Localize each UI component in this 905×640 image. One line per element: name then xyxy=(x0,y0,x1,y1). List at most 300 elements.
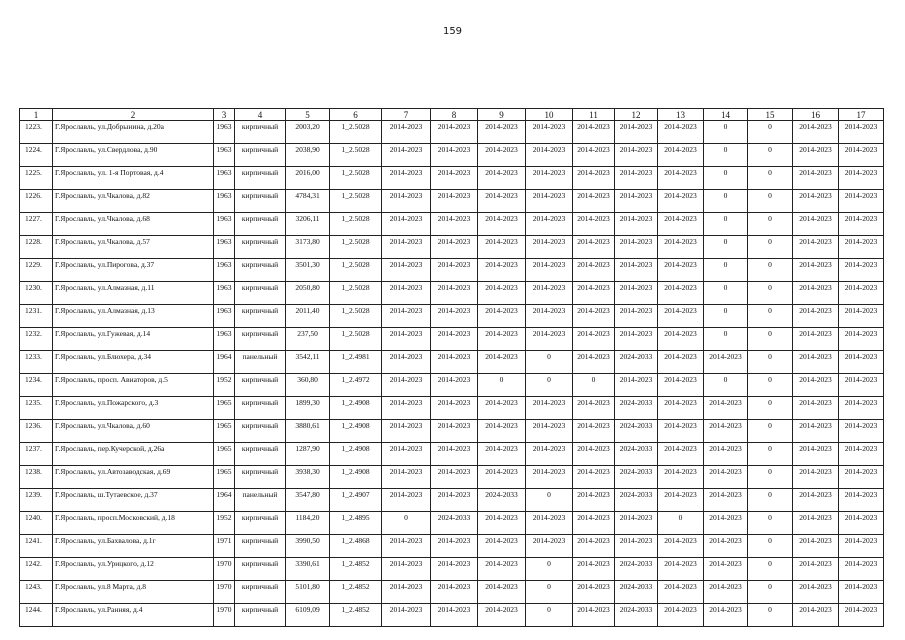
cell-wall-material: кирпичный xyxy=(235,144,286,167)
cell-term-14: 0 xyxy=(704,121,748,144)
column-number-9: 9 xyxy=(478,109,526,121)
cell-term-14: 2014-2023 xyxy=(704,558,748,581)
cell-term-12: 2014-2023 xyxy=(615,213,658,236)
cell-area: 1287,90 xyxy=(286,443,330,466)
cell-term-9: 2014-2023 xyxy=(478,236,526,259)
cell-term-17: 2014-2023 xyxy=(839,374,884,397)
cell-term-8: 2014-2023 xyxy=(431,328,478,351)
cell-term-16: 2014-2023 xyxy=(793,167,839,190)
cell-wall-material: кирпичный xyxy=(235,305,286,328)
cell-term-7: 2014-2023 xyxy=(382,144,431,167)
cell-term-12: 2024-2033 xyxy=(615,489,658,512)
cell-term-9: 2014-2023 xyxy=(478,259,526,282)
cell-build-year: 1963 xyxy=(214,305,235,328)
cell-wall-material: кирпичный xyxy=(235,535,286,558)
cell-address: Г.Ярославль, ш.Тутаевское, д.37 xyxy=(53,489,214,512)
cell-area: 3990,50 xyxy=(286,535,330,558)
cell-wall-material: кирпичный xyxy=(235,259,286,282)
cell-term-8: 2014-2023 xyxy=(431,282,478,305)
cell-term-16: 2014-2023 xyxy=(793,305,839,328)
table-row xyxy=(20,144,884,167)
cell-term-7: 2014-2023 xyxy=(382,466,431,489)
cell-wall-material: кирпичный xyxy=(235,420,286,443)
cell-term-12: 2014-2023 xyxy=(615,305,658,328)
cell-term-10: 2014-2023 xyxy=(526,282,573,305)
cell-term-13: 2014-2023 xyxy=(658,259,704,282)
cell-wall-material: панельный xyxy=(235,489,286,512)
cell-address: Г.Ярославль, ул.Чкалова, д.57 xyxy=(53,236,214,259)
cell-term-14: 2014-2023 xyxy=(704,581,748,604)
cell-term-11: 2014-2023 xyxy=(573,558,615,581)
cell-address: Г.Ярославль, просп. Авиаторов, д.5 xyxy=(53,374,214,397)
cell-term-12: 2014-2023 xyxy=(615,167,658,190)
cell-wall-material: кирпичный xyxy=(235,443,286,466)
cell-build-year: 1963 xyxy=(214,190,235,213)
cell-term-13: 0 xyxy=(658,512,704,535)
cell-term-9: 2014-2023 xyxy=(478,167,526,190)
cell-term-12: 2024-2033 xyxy=(615,581,658,604)
cell-term-15: 0 xyxy=(748,121,793,144)
cell-area: 2050,80 xyxy=(286,282,330,305)
cell-address: Г.Ярославль, ул.Чкалова, д.82 xyxy=(53,190,214,213)
cell-term-14: 0 xyxy=(704,236,748,259)
cell-wall-material: кирпичный xyxy=(235,236,286,259)
cell-build-year: 1963 xyxy=(214,121,235,144)
cell-term-8: 2014-2023 xyxy=(431,397,478,420)
cell-term-11: 2014-2023 xyxy=(573,144,615,167)
column-number-3: 3 xyxy=(214,109,235,121)
cell-term-8: 2014-2023 xyxy=(431,121,478,144)
cell-code: 1_2.5028 xyxy=(330,259,382,282)
cell-term-9: 2014-2023 xyxy=(478,121,526,144)
cell-term-7: 2014-2023 xyxy=(382,535,431,558)
cell-row-number: 1242. xyxy=(20,558,53,581)
cell-code: 1_2.5028 xyxy=(330,213,382,236)
cell-term-7: 2014-2023 xyxy=(382,236,431,259)
cell-term-9: 2014-2023 xyxy=(478,144,526,167)
cell-wall-material: кирпичный xyxy=(235,282,286,305)
cell-term-7: 2014-2023 xyxy=(382,259,431,282)
cell-term-14: 2014-2023 xyxy=(704,604,748,627)
cell-term-16: 2014-2023 xyxy=(793,489,839,512)
cell-wall-material: кирпичный xyxy=(235,512,286,535)
cell-term-13: 2014-2023 xyxy=(658,351,704,374)
cell-build-year: 1964 xyxy=(214,489,235,512)
cell-term-14: 0 xyxy=(704,259,748,282)
cell-term-8: 2014-2023 xyxy=(431,259,478,282)
cell-wall-material: кирпичный xyxy=(235,581,286,604)
cell-term-17: 2014-2023 xyxy=(839,236,884,259)
cell-term-9: 2014-2023 xyxy=(478,190,526,213)
cell-area: 2003,20 xyxy=(286,121,330,144)
cell-term-13: 2014-2023 xyxy=(658,236,704,259)
cell-term-16: 2014-2023 xyxy=(793,121,839,144)
cell-address: Г.Ярославль, ул.Свердлова, д.90 xyxy=(53,144,214,167)
cell-term-15: 0 xyxy=(748,466,793,489)
cell-term-9: 2014-2023 xyxy=(478,305,526,328)
cell-term-13: 2014-2023 xyxy=(658,213,704,236)
cell-term-14: 2014-2023 xyxy=(704,512,748,535)
cell-term-14: 0 xyxy=(704,144,748,167)
cell-term-11: 2014-2023 xyxy=(573,420,615,443)
cell-term-15: 0 xyxy=(748,558,793,581)
cell-term-8: 2014-2023 xyxy=(431,420,478,443)
column-number-14: 14 xyxy=(704,109,748,121)
cell-row-number: 1236. xyxy=(20,420,53,443)
cell-wall-material: кирпичный xyxy=(235,213,286,236)
cell-address: Г.Ярославль, ул.Урицкого, д.12 xyxy=(53,558,214,581)
cell-term-7: 2014-2023 xyxy=(382,604,431,627)
cell-term-17: 2014-2023 xyxy=(839,167,884,190)
cell-code: 1_2.4868 xyxy=(330,535,382,558)
table-row xyxy=(20,420,884,443)
cell-build-year: 1963 xyxy=(214,328,235,351)
cell-term-7: 2014-2023 xyxy=(382,581,431,604)
table-row xyxy=(20,282,884,305)
cell-term-16: 2014-2023 xyxy=(793,443,839,466)
cell-term-8: 2014-2023 xyxy=(431,535,478,558)
cell-row-number: 1241. xyxy=(20,535,53,558)
cell-term-16: 2014-2023 xyxy=(793,581,839,604)
cell-term-8: 2014-2023 xyxy=(431,443,478,466)
cell-address: Г.Ярославль, ул.Гужевая, д.14 xyxy=(53,328,214,351)
cell-row-number: 1235. xyxy=(20,397,53,420)
cell-term-17: 2014-2023 xyxy=(839,489,884,512)
cell-term-13: 2014-2023 xyxy=(658,328,704,351)
cell-term-17: 2014-2023 xyxy=(839,259,884,282)
cell-term-17: 2014-2023 xyxy=(839,282,884,305)
cell-term-12: 2014-2023 xyxy=(615,121,658,144)
cell-term-11: 2014-2023 xyxy=(573,466,615,489)
cell-code: 1_2.4895 xyxy=(330,512,382,535)
cell-term-8: 2014-2023 xyxy=(431,305,478,328)
cell-address: Г.Ярославль, ул.Бахвалова, д.1г xyxy=(53,535,214,558)
column-number-header-row xyxy=(20,109,884,121)
cell-term-14: 0 xyxy=(704,328,748,351)
cell-term-13: 2014-2023 xyxy=(658,397,704,420)
cell-row-number: 1234. xyxy=(20,374,53,397)
cell-wall-material: кирпичный xyxy=(235,167,286,190)
cell-term-16: 2014-2023 xyxy=(793,420,839,443)
cell-build-year: 1970 xyxy=(214,604,235,627)
cell-term-11: 2014-2023 xyxy=(573,397,615,420)
cell-build-year: 1970 xyxy=(214,558,235,581)
cell-term-13: 2014-2023 xyxy=(658,282,704,305)
cell-row-number: 1228. xyxy=(20,236,53,259)
cell-term-10: 0 xyxy=(526,604,573,627)
cell-term-15: 0 xyxy=(748,328,793,351)
column-number-4: 4 xyxy=(235,109,286,121)
cell-term-17: 2014-2023 xyxy=(839,351,884,374)
cell-address: Г.Ярославль, ул.Блюхера, д.34 xyxy=(53,351,214,374)
column-number-11: 11 xyxy=(573,109,615,121)
cell-term-12: 2014-2023 xyxy=(615,512,658,535)
cell-term-15: 0 xyxy=(748,535,793,558)
cell-term-13: 2014-2023 xyxy=(658,443,704,466)
cell-term-16: 2014-2023 xyxy=(793,374,839,397)
table-row xyxy=(20,121,884,144)
cell-term-12: 2024-2033 xyxy=(615,351,658,374)
cell-term-17: 2014-2023 xyxy=(839,512,884,535)
cell-term-14: 2014-2023 xyxy=(704,420,748,443)
cell-term-8: 2014-2023 xyxy=(431,604,478,627)
cell-term-17: 2014-2023 xyxy=(839,420,884,443)
cell-term-11: 2014-2023 xyxy=(573,213,615,236)
cell-term-15: 0 xyxy=(748,213,793,236)
cell-build-year: 1952 xyxy=(214,512,235,535)
table-row xyxy=(20,167,884,190)
cell-term-11: 2014-2023 xyxy=(573,167,615,190)
cell-term-15: 0 xyxy=(748,144,793,167)
cell-wall-material: кирпичный xyxy=(235,397,286,420)
cell-term-10: 2014-2023 xyxy=(526,397,573,420)
cell-term-10: 2014-2023 xyxy=(526,259,573,282)
cell-area: 3206,11 xyxy=(286,213,330,236)
cell-area: 1184,20 xyxy=(286,512,330,535)
cell-address: Г.Ярославль, ул.Чкалова, д.60 xyxy=(53,420,214,443)
cell-term-7: 2014-2023 xyxy=(382,328,431,351)
table-row xyxy=(20,236,884,259)
cell-term-8: 2014-2023 xyxy=(431,144,478,167)
cell-term-8: 2014-2023 xyxy=(431,581,478,604)
cell-term-13: 2014-2023 xyxy=(658,374,704,397)
cell-term-10: 2014-2023 xyxy=(526,305,573,328)
cell-term-7: 2014-2023 xyxy=(382,443,431,466)
cell-address: Г.Ярославль, ул.8 Марта, д.8 xyxy=(53,581,214,604)
cell-term-17: 2014-2023 xyxy=(839,121,884,144)
column-number-6: 6 xyxy=(330,109,382,121)
cell-term-9: 2014-2023 xyxy=(478,604,526,627)
cell-build-year: 1952 xyxy=(214,374,235,397)
cell-term-12: 2024-2033 xyxy=(615,443,658,466)
cell-build-year: 1963 xyxy=(214,144,235,167)
cell-term-15: 0 xyxy=(748,581,793,604)
cell-area: 2038,90 xyxy=(286,144,330,167)
cell-term-13: 2014-2023 xyxy=(658,581,704,604)
cell-build-year: 1965 xyxy=(214,466,235,489)
cell-row-number: 1232. xyxy=(20,328,53,351)
cell-term-10: 2014-2023 xyxy=(526,420,573,443)
cell-term-11: 2014-2023 xyxy=(573,604,615,627)
column-number-17: 17 xyxy=(839,109,884,121)
cell-term-11: 2014-2023 xyxy=(573,259,615,282)
cell-code: 1_2.5028 xyxy=(330,190,382,213)
cell-code: 1_2.5028 xyxy=(330,328,382,351)
cell-term-10: 2014-2023 xyxy=(526,144,573,167)
table-row xyxy=(20,351,884,374)
cell-term-17: 2014-2023 xyxy=(839,466,884,489)
cell-row-number: 1223. xyxy=(20,121,53,144)
column-number-13: 13 xyxy=(658,109,704,121)
cell-term-9: 2014-2023 xyxy=(478,558,526,581)
cell-build-year: 1963 xyxy=(214,167,235,190)
cell-code: 1_2.4852 xyxy=(330,604,382,627)
cell-term-8: 2024-2033 xyxy=(431,512,478,535)
cell-term-14: 0 xyxy=(704,167,748,190)
cell-wall-material: кирпичный xyxy=(235,374,286,397)
cell-term-11: 2014-2023 xyxy=(573,328,615,351)
cell-term-15: 0 xyxy=(748,305,793,328)
cell-term-9: 2014-2023 xyxy=(478,512,526,535)
cell-row-number: 1240. xyxy=(20,512,53,535)
cell-area: 2016,00 xyxy=(286,167,330,190)
cell-area: 360,80 xyxy=(286,374,330,397)
cell-term-8: 2014-2023 xyxy=(431,190,478,213)
cell-term-15: 0 xyxy=(748,190,793,213)
cell-term-16: 2014-2023 xyxy=(793,213,839,236)
cell-term-15: 0 xyxy=(748,259,793,282)
cell-term-11: 2014-2023 xyxy=(573,443,615,466)
cell-term-15: 0 xyxy=(748,351,793,374)
cell-term-8: 2014-2023 xyxy=(431,167,478,190)
cell-row-number: 1230. xyxy=(20,282,53,305)
cell-term-7: 2014-2023 xyxy=(382,167,431,190)
cell-term-16: 2014-2023 xyxy=(793,236,839,259)
table-row xyxy=(20,604,884,627)
cell-build-year: 1965 xyxy=(214,443,235,466)
cell-wall-material: кирпичный xyxy=(235,190,286,213)
cell-term-10: 0 xyxy=(526,489,573,512)
cell-term-10: 2014-2023 xyxy=(526,512,573,535)
cell-term-7: 2014-2023 xyxy=(382,121,431,144)
cell-term-12: 2024-2033 xyxy=(615,397,658,420)
cell-area: 3173,80 xyxy=(286,236,330,259)
cell-term-17: 2014-2023 xyxy=(839,558,884,581)
cell-term-10: 2014-2023 xyxy=(526,213,573,236)
cell-term-9: 2014-2023 xyxy=(478,535,526,558)
cell-term-7: 2014-2023 xyxy=(382,213,431,236)
cell-term-15: 0 xyxy=(748,443,793,466)
cell-term-17: 2014-2023 xyxy=(839,144,884,167)
cell-term-7: 0 xyxy=(382,512,431,535)
cell-term-11: 2014-2023 xyxy=(573,512,615,535)
cell-code: 1_2.4852 xyxy=(330,558,382,581)
cell-term-7: 2014-2023 xyxy=(382,374,431,397)
cell-term-11: 2014-2023 xyxy=(573,236,615,259)
cell-address: Г.Ярославль, ул.Добрынина, д.20а xyxy=(53,121,214,144)
cell-address: Г.Ярославль, ул.Автозаводская, д.69 xyxy=(53,466,214,489)
cell-term-15: 0 xyxy=(748,236,793,259)
cell-code: 1_2.5028 xyxy=(330,282,382,305)
cell-term-12: 2014-2023 xyxy=(615,535,658,558)
cell-address: Г.Ярославль, просп.Московский, д.18 xyxy=(53,512,214,535)
cell-term-13: 2014-2023 xyxy=(658,466,704,489)
cell-term-10: 2014-2023 xyxy=(526,466,573,489)
cell-term-16: 2014-2023 xyxy=(793,558,839,581)
cell-term-17: 2014-2023 xyxy=(839,535,884,558)
table-row xyxy=(20,397,884,420)
cell-build-year: 1963 xyxy=(214,213,235,236)
cell-term-9: 2014-2023 xyxy=(478,351,526,374)
cell-term-8: 2014-2023 xyxy=(431,374,478,397)
cell-row-number: 1229. xyxy=(20,259,53,282)
cell-row-number: 1227. xyxy=(20,213,53,236)
cell-term-16: 2014-2023 xyxy=(793,604,839,627)
cell-code: 1_2.5028 xyxy=(330,167,382,190)
cell-term-17: 2014-2023 xyxy=(839,581,884,604)
cell-term-7: 2014-2023 xyxy=(382,305,431,328)
cell-area: 3390,61 xyxy=(286,558,330,581)
cell-term-12: 2024-2033 xyxy=(615,466,658,489)
cell-term-13: 2014-2023 xyxy=(658,535,704,558)
cell-code: 1_2.5028 xyxy=(330,121,382,144)
cell-row-number: 1237. xyxy=(20,443,53,466)
cell-term-12: 2014-2023 xyxy=(615,190,658,213)
cell-term-7: 2014-2023 xyxy=(382,420,431,443)
cell-area: 3547,80 xyxy=(286,489,330,512)
cell-address: Г.Ярославль, пер.Кучерской, д.26а xyxy=(53,443,214,466)
cell-term-16: 2014-2023 xyxy=(793,328,839,351)
cell-term-13: 2014-2023 xyxy=(658,121,704,144)
cell-term-10: 0 xyxy=(526,374,573,397)
cell-address: Г.Ярославль, ул.Чкалова, д.68 xyxy=(53,213,214,236)
cell-term-10: 2014-2023 xyxy=(526,328,573,351)
cell-term-16: 2014-2023 xyxy=(793,512,839,535)
cell-term-14: 0 xyxy=(704,282,748,305)
cell-build-year: 1963 xyxy=(214,259,235,282)
cell-term-11: 0 xyxy=(573,374,615,397)
cell-term-10: 2014-2023 xyxy=(526,167,573,190)
cell-build-year: 1965 xyxy=(214,420,235,443)
cell-row-number: 1225. xyxy=(20,167,53,190)
cell-term-11: 2014-2023 xyxy=(573,121,615,144)
cell-term-10: 0 xyxy=(526,558,573,581)
cell-build-year: 1963 xyxy=(214,236,235,259)
cell-term-15: 0 xyxy=(748,512,793,535)
cell-address: Г.Ярославль, ул.Алмазная, д.13 xyxy=(53,305,214,328)
cell-term-16: 2014-2023 xyxy=(793,282,839,305)
cell-term-12: 2014-2023 xyxy=(615,328,658,351)
cell-code: 1_2.4908 xyxy=(330,466,382,489)
cell-term-17: 2014-2023 xyxy=(839,604,884,627)
table-row xyxy=(20,489,884,512)
table-row xyxy=(20,259,884,282)
cell-row-number: 1233. xyxy=(20,351,53,374)
cell-build-year: 1970 xyxy=(214,581,235,604)
cell-term-10: 2014-2023 xyxy=(526,190,573,213)
cell-term-9: 2014-2023 xyxy=(478,213,526,236)
cell-term-12: 2014-2023 xyxy=(615,236,658,259)
cell-term-8: 2014-2023 xyxy=(431,489,478,512)
cell-term-12: 2024-2033 xyxy=(615,558,658,581)
cell-term-11: 2014-2023 xyxy=(573,282,615,305)
cell-term-9: 2024-2033 xyxy=(478,489,526,512)
cell-wall-material: кирпичный xyxy=(235,466,286,489)
table-row xyxy=(20,374,884,397)
cell-term-14: 2014-2023 xyxy=(704,443,748,466)
cell-term-13: 2014-2023 xyxy=(658,558,704,581)
cell-area: 5101,80 xyxy=(286,581,330,604)
cell-area: 2011,40 xyxy=(286,305,330,328)
cell-term-11: 2014-2023 xyxy=(573,535,615,558)
cell-area: 3501,30 xyxy=(286,259,330,282)
cell-term-17: 2014-2023 xyxy=(839,213,884,236)
cell-term-16: 2014-2023 xyxy=(793,397,839,420)
cell-address: Г.Ярославль, ул. 1-я Портовая, д.4 xyxy=(53,167,214,190)
cell-term-17: 2014-2023 xyxy=(839,397,884,420)
cell-term-7: 2014-2023 xyxy=(382,558,431,581)
cell-term-8: 2014-2023 xyxy=(431,236,478,259)
cell-term-11: 2014-2023 xyxy=(573,351,615,374)
cell-area: 237,50 xyxy=(286,328,330,351)
cell-code: 1_2.4908 xyxy=(330,443,382,466)
cell-term-9: 2014-2023 xyxy=(478,397,526,420)
cell-term-10: 0 xyxy=(526,581,573,604)
cell-term-17: 2014-2023 xyxy=(839,190,884,213)
cell-address: Г.Ярославль, ул.Ранняя, д.4 xyxy=(53,604,214,627)
cell-term-8: 2014-2023 xyxy=(431,558,478,581)
column-number-8: 8 xyxy=(431,109,478,121)
